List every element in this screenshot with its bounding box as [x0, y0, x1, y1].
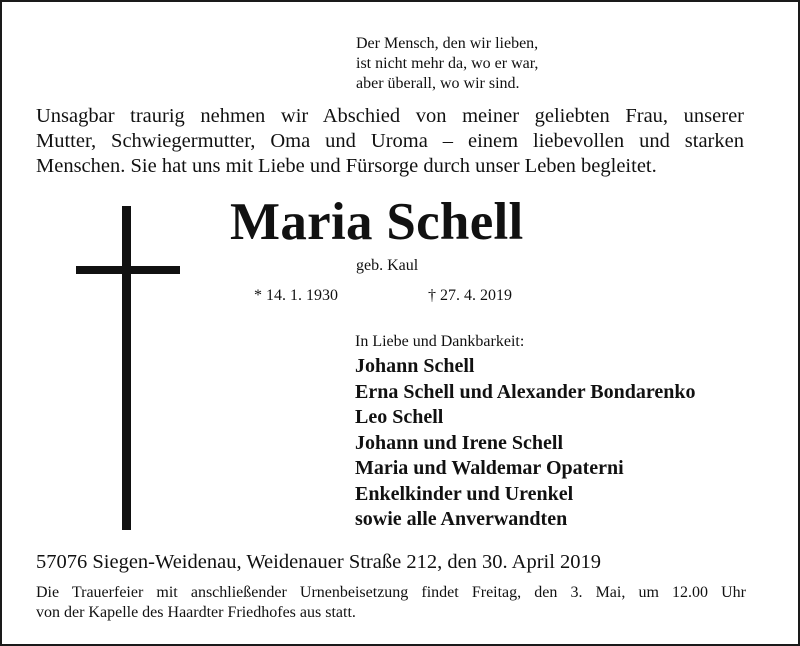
intro-line: Mutter, Schwiegermutter, Oma und Uroma – einem liebevollen und starken [36, 130, 744, 152]
mourner-name: Erna Schell und Alexander Bondarenko [355, 380, 696, 403]
mourner-name: Enkelkinder und Urenkel [355, 482, 574, 505]
maiden-name: geb. Kaul [356, 257, 419, 274]
funeral-service-info [36, 583, 746, 623]
death-date: † 27. 4. 2019 [428, 287, 512, 304]
cross-icon-horizontal [76, 266, 180, 274]
intro-line: Menschen. Sie hat uns mit Liebe und Fürsorge durch unser Leben begleitet. [36, 155, 657, 177]
memorial-quote [356, 34, 538, 94]
birth-date: * 14. 1. 1930 [254, 287, 338, 304]
mourners-heading: In Liebe und Dankbarkeit: [355, 333, 525, 350]
intro-line: Unsagbar traurig nehmen wir Abschied von meiner geliebten Frau, unserer [36, 105, 744, 127]
quote-line: Der Mensch, den wir lieben, [356, 35, 539, 52]
mourner-name: Leo Schell [355, 406, 444, 428]
place-and-date: 57076 Siegen-Weidenau, Weidenauer Straße 212, den 30. April 2019 [36, 551, 602, 573]
quote-line: aber überall, wo wir sind. [356, 75, 520, 92]
mourner-name: Maria und Waldemar Opaterni [355, 457, 624, 479]
mourners-list [355, 354, 695, 533]
mourner-name: Johann Schell [355, 355, 475, 377]
quote-line: ist nicht mehr da, wo er war, [356, 55, 539, 72]
mourner-name: Johann und Irene Schell [355, 431, 564, 454]
intro-paragraph [36, 104, 744, 179]
service-line: Die Trauerfeier mit anschließender Urnenbeisetzung findet Freitag, den 3. Mai, um 12.00 Uhr [36, 584, 746, 601]
service-line: von der Kapelle des Haardter Friedhofes aus statt. [36, 604, 356, 621]
mourner-name: sowie alle Anverwandten [355, 508, 568, 530]
cross-icon-vertical [122, 206, 131, 530]
deceased-name: Maria Schell [230, 193, 524, 251]
